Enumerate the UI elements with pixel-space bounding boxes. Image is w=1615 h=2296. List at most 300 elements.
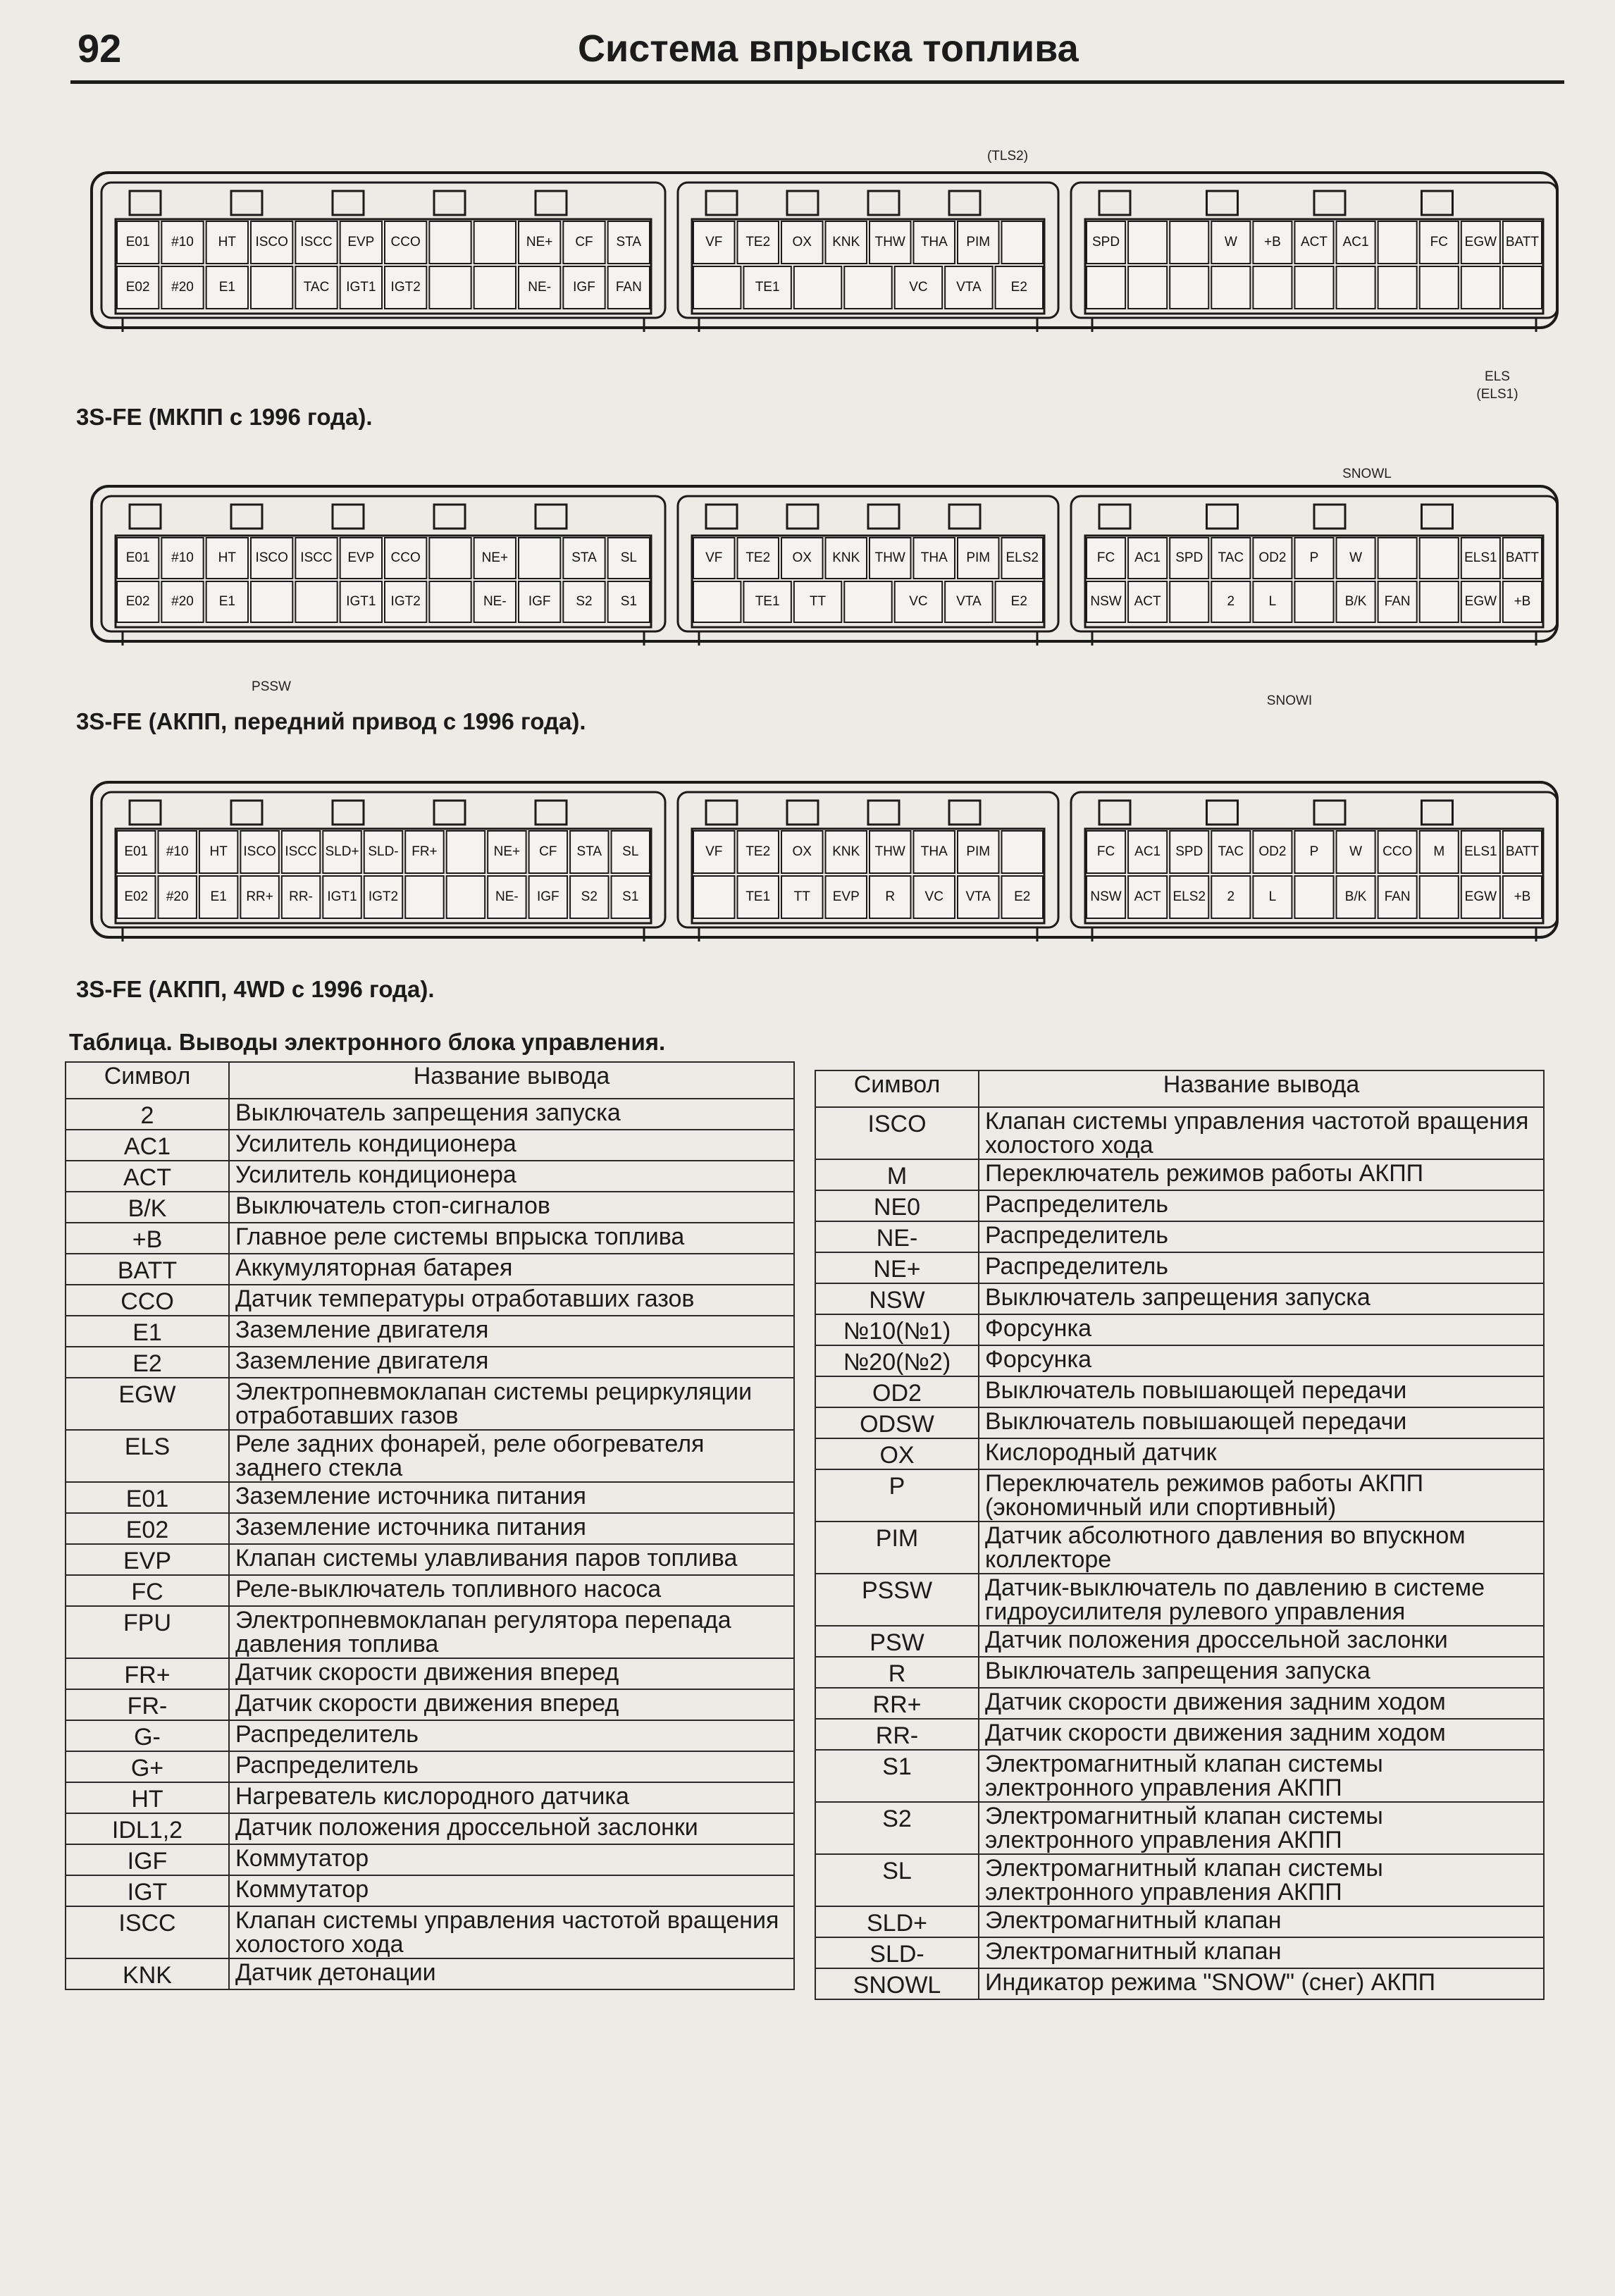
connector-pin-label: EGW [1464, 235, 1497, 250]
connector-pin [429, 266, 471, 309]
table-row [66, 1606, 794, 1658]
pin-name: Форсунка [979, 1345, 1544, 1376]
connector-pin-label: 2 [1227, 889, 1235, 905]
pin-symbol: NSW [815, 1283, 979, 1314]
connector-pin-label: IGT2 [390, 594, 421, 610]
connector-pin-label: CCO [390, 235, 421, 250]
connector-svg-mt [85, 149, 1564, 402]
connector-pin-label: E02 [125, 594, 150, 610]
table-title: Таблица. Выводы электронного блока управления. [69, 1029, 666, 1055]
connector-pin-label: IGT1 [346, 594, 376, 610]
connector-pin [429, 538, 471, 579]
pin-name: Клапан системы управления частотой вращения холостого хода [979, 1107, 1544, 1159]
table-row [66, 1430, 794, 1482]
connector-pin-label: S2 [581, 889, 598, 905]
pin-symbol: IGF [66, 1844, 229, 1875]
pin-symbol: EGW [66, 1378, 229, 1430]
connector-pin [1503, 266, 1542, 309]
pin-symbol: SL [815, 1854, 979, 1906]
pin-name: Заземление источника питания [229, 1482, 794, 1513]
table-row [66, 1192, 794, 1223]
connector-pin-label: CF [575, 235, 593, 250]
table-row [815, 1407, 1544, 1438]
connector-pin-label: FAN [1384, 594, 1411, 610]
pin-symbol: BATT [66, 1254, 229, 1285]
pin-name: Датчик положения дроссельной заслонки [229, 1813, 794, 1844]
pin-name: Выключатель стоп-сигналов [229, 1192, 794, 1223]
pin-name: Выключатель повышающей передачи [979, 1376, 1544, 1407]
connector-pin-label: NE- [495, 889, 519, 905]
table-row [66, 1875, 794, 1906]
pin-name: Выключатель повышающей передачи [979, 1407, 1544, 1438]
pin-symbol: S1 [815, 1750, 979, 1802]
pin-name: Нагреватель кислородного датчика [229, 1782, 794, 1813]
table-row [815, 1574, 1544, 1626]
connector-pin-label: AC1 [1134, 844, 1161, 860]
connector-pin-label: BATT [1505, 550, 1540, 566]
table-row [66, 1689, 794, 1720]
connector-callout: PSSW [252, 679, 291, 694]
connector-pin-label: ISCO [243, 844, 276, 860]
pin-name: Переключатель режимов работы АКПП (экономичный или спортивный) [979, 1469, 1544, 1522]
connector-pin [447, 831, 485, 873]
connector-pin-label: KNK [832, 844, 860, 860]
connector-pin-label: PIM [966, 550, 991, 566]
connector-pin-label: KNK [832, 235, 860, 250]
connector-pin-label: VC [909, 594, 928, 610]
connector-pin-label: OX [792, 844, 812, 860]
pin-symbol: SLD- [815, 1937, 979, 1968]
connector-pin-label: CCO [1382, 844, 1413, 860]
pin-symbol: PIM [815, 1522, 979, 1574]
pin-name: Выключатель запрещения запуска [979, 1657, 1544, 1688]
pin-name: Реле задних фонарей, реле обогревателя заднего стекла [229, 1430, 794, 1482]
connector-pin-label: THW [874, 235, 905, 250]
table-row [66, 1751, 794, 1782]
table-row [66, 1958, 794, 1989]
connector-svg-at-ff [85, 465, 1564, 726]
connector-pin [844, 581, 891, 622]
connector-pin-label: SPD [1175, 844, 1203, 860]
column-header-name: Название вывода [229, 1062, 794, 1099]
table-row [815, 1522, 1544, 1574]
connector-pin-label: FAN [615, 280, 642, 295]
table-row [66, 1482, 794, 1513]
connector-pin [251, 266, 292, 309]
pin-symbol: B/K [66, 1192, 229, 1223]
connector-pin-label: VC [909, 280, 928, 295]
connector-pin [474, 221, 516, 264]
pin-symbol: FC [66, 1575, 229, 1606]
connector-pin-label: ISCC [285, 844, 317, 860]
connector-pin-label: ACT [1301, 235, 1328, 250]
pin-symbol: G- [66, 1720, 229, 1751]
pin-symbol: M [815, 1159, 979, 1190]
connector-pin-label: SPD [1092, 235, 1120, 250]
pin-symbol: №10(№1) [815, 1314, 979, 1345]
connector-pin-label: FC [1096, 550, 1115, 566]
connector-pin-label: TT [809, 594, 827, 610]
connector-pin-label: +B [1514, 889, 1531, 905]
connector-pin-label: OX [792, 235, 812, 250]
connector-pin-label: HT [218, 235, 236, 250]
table-row [66, 1378, 794, 1430]
header-rule [70, 80, 1564, 84]
column-header-symbol: Символ [815, 1070, 979, 1107]
pin-name: Распределитель [979, 1190, 1544, 1221]
connector-pin [693, 581, 741, 622]
connector-pin-label: NE- [528, 280, 552, 295]
pin-symbol: CCO [66, 1285, 229, 1316]
connector-pin-label: TE2 [745, 235, 771, 250]
connector-pin [1420, 876, 1459, 918]
connector-pin-label: IGF [528, 594, 551, 610]
table-row [815, 1469, 1544, 1522]
pin-name: Распределитель [229, 1720, 794, 1751]
connector-pin-label: SL [620, 550, 637, 566]
connector-pin-label: FC [1096, 844, 1115, 860]
connector-section [678, 792, 1058, 942]
table-row [815, 1937, 1544, 1968]
connector-pin-label: EVP [347, 550, 375, 566]
connector-pin-label: NSW [1090, 889, 1122, 905]
pin-name: Переключатель режимов работы АКПП [979, 1159, 1544, 1190]
connector-pin [295, 581, 337, 622]
connector-pin-label: KNK [832, 550, 860, 566]
connector-pin [1294, 876, 1333, 918]
table-row [66, 1782, 794, 1813]
connector-pin-label: AC1 [1342, 235, 1369, 250]
connector-pin-label: PIM [966, 235, 991, 250]
connector-diagram-at-ff [76, 465, 1564, 734]
connector-section [1071, 496, 1557, 646]
pin-symbol: ISCC [66, 1906, 229, 1958]
connector-pin-label: VF [705, 550, 723, 566]
pin-name: Коммутатор [229, 1844, 794, 1875]
connector-diagram-at-4wd [76, 761, 1564, 1002]
connector-pin [1211, 266, 1250, 309]
connector-pin-label: ISCC [300, 550, 333, 566]
connector-pin [1170, 266, 1208, 309]
connector-pin [693, 266, 741, 309]
pin-name: Электропневмоклапан системы рециркуляции отработавших газов [229, 1378, 794, 1430]
pin-name: Электромагнитный клапан [979, 1906, 1544, 1937]
connector-pin-label: ISCC [300, 235, 333, 250]
pin-name: Электропневмоклапан регулятора перепада давления топлива [229, 1606, 794, 1658]
connector-pin-label: VF [705, 235, 723, 250]
connector-pin-label: ELS2 [1005, 550, 1039, 566]
connector-pin-label: NE+ [481, 550, 509, 566]
pin-name: Усилитель кондиционера [229, 1161, 794, 1192]
connector-pin-label: #10 [171, 550, 194, 566]
connector-pin-label: E01 [125, 235, 150, 250]
connector-pin-label: THA [920, 235, 948, 250]
connector-pin-label: EVP [347, 235, 375, 250]
pin-symbol: IGT [66, 1875, 229, 1906]
connector-pin [1294, 266, 1333, 309]
table-row [815, 1159, 1544, 1190]
connector-pin [693, 876, 735, 918]
table-body-right [815, 1107, 1544, 1999]
page-title: Система впрыска топлива [578, 27, 1079, 70]
pin-symbol: №20(№2) [815, 1345, 979, 1376]
table-row [815, 1750, 1544, 1802]
pin-symbol: ODSW [815, 1407, 979, 1438]
table-row [66, 1285, 794, 1316]
connector-pin-label: EVP [832, 889, 860, 905]
pin-name: Заземление двигателя [229, 1316, 794, 1347]
connector-pin-label: NE- [483, 594, 507, 610]
connector-pin-label: ELS2 [1172, 889, 1206, 905]
pin-symbol: HT [66, 1782, 229, 1813]
pin-name: Датчик абсолютного давления во впускном коллекторе [979, 1522, 1544, 1574]
connector-pin-label: E2 [1014, 889, 1031, 905]
pin-symbol: RR+ [815, 1688, 979, 1719]
connector-section [1071, 792, 1557, 942]
connector-pin-label: E01 [125, 550, 150, 566]
connector-pin-label: #20 [166, 889, 189, 905]
connector-pin [1420, 538, 1459, 579]
connector-pin-label: THW [874, 550, 905, 566]
connector-callout: SNOWL [1342, 467, 1392, 481]
connector-callout: (TLS2) [986, 149, 1029, 163]
connector-pin-label: +B [1514, 594, 1531, 610]
connector-pin-label: TE1 [755, 594, 780, 610]
connector-pin-label: W [1349, 844, 1363, 860]
table-row [66, 1720, 794, 1751]
table-row [815, 1314, 1544, 1345]
connector-pin-label: SL [622, 844, 639, 860]
pin-symbol: E02 [66, 1513, 229, 1544]
connector-pin-label: IGT1 [327, 889, 357, 905]
connector-pin [1420, 266, 1459, 309]
pin-name: Главное реле системы впрыска топлива [229, 1223, 794, 1254]
pin-symbol: FR- [66, 1689, 229, 1720]
connector-pin-label: #20 [171, 594, 194, 610]
pin-name: Электромагнитный клапан системы электронного управления АКПП [979, 1802, 1544, 1854]
connector-pin-label: FC [1430, 235, 1448, 250]
table-row [815, 1190, 1544, 1221]
connector-pin-label: +B [1264, 235, 1281, 250]
connector-pin-label: FR+ [412, 844, 438, 860]
pin-name: Датчик положения дроссельной заслонки [979, 1626, 1544, 1657]
page-number: 92 [78, 26, 122, 70]
connector-pin-label: L [1268, 889, 1277, 905]
table-row [815, 1252, 1544, 1283]
connector-pin-label: IGF [573, 280, 595, 295]
connector-pin-label: ISCO [255, 550, 288, 566]
pin-symbol: E01 [66, 1482, 229, 1513]
connector-pin-label: HT [209, 844, 228, 860]
connector-pin [1420, 581, 1459, 622]
table-row [66, 1316, 794, 1347]
connector-pin-label: IGT1 [346, 280, 376, 295]
table-row [815, 1283, 1544, 1314]
connector-pin-label: RR- [289, 889, 313, 905]
pin-name: Усилитель кондиционера [229, 1130, 794, 1161]
pin-symbol: S2 [815, 1802, 979, 1854]
connector-pin-label: THA [920, 844, 948, 860]
pin-symbol: PSSW [815, 1574, 979, 1626]
connector-callout: (ELS1) [1476, 387, 1518, 402]
connector-pin-label: E02 [124, 889, 149, 905]
connector-pin-label: OD2 [1258, 550, 1287, 566]
connector-caption-at-ff: 3S-FE (АКПП, передний привод с 1996 года). [76, 708, 586, 734]
connector-pin-label: M [1433, 844, 1445, 860]
connector-pin-label: VF [705, 844, 723, 860]
connector-svg-at-4wd [85, 761, 1564, 1001]
connector-pin-label: 2 [1227, 594, 1235, 610]
pin-symbol: NE- [815, 1221, 979, 1252]
pin-symbol: 2 [66, 1099, 229, 1130]
connector-pin-label: ELS1 [1464, 550, 1497, 566]
pin-symbol: OX [815, 1438, 979, 1469]
pin-symbol: RR- [815, 1719, 979, 1750]
connector-pin [844, 266, 891, 309]
pin-symbol: E2 [66, 1347, 229, 1378]
connector-pin [1378, 538, 1417, 579]
pin-name: Индикатор режима "SNOW" (снег) АКПП [979, 1968, 1544, 1999]
pin-symbol: FPU [66, 1606, 229, 1658]
connector-pin-label: #20 [171, 280, 194, 295]
pin-name: Реле-выключатель топливного насоса [229, 1575, 794, 1606]
connector-pin-label: FAN [1384, 889, 1411, 905]
pin-name: Выключатель запрещения запуска [979, 1283, 1544, 1314]
connector-pin-label: E01 [124, 844, 149, 860]
connector-pin-label: NE+ [493, 844, 521, 860]
pin-name: Заземление двигателя [229, 1347, 794, 1378]
pin-name: Клапан системы улавливания паров топлива [229, 1544, 794, 1575]
connector-pin [1002, 221, 1044, 264]
table-row [815, 1376, 1544, 1407]
connector-pin-label: BATT [1505, 844, 1540, 860]
connector-pin-label: CF [539, 844, 557, 860]
pin-symbol: FR+ [66, 1658, 229, 1689]
pin-symbol: ACT [66, 1161, 229, 1192]
connector-pin-label: TE1 [755, 280, 780, 295]
table-row [815, 1968, 1544, 1999]
connector-pin [251, 581, 292, 622]
pin-symbol: R [815, 1657, 979, 1688]
connector-callout: ELS [1485, 369, 1510, 384]
connector-pin-label: TE2 [745, 550, 771, 566]
connector-pin-label: EGW [1464, 594, 1497, 610]
connector-pin [519, 538, 560, 579]
connector-caption-mt: 3S-FE (МКПП с 1996 года). [76, 404, 373, 430]
connector-pin-label: RR+ [246, 889, 273, 905]
connector-pin [1337, 266, 1375, 309]
connector-pin-label: TE2 [745, 844, 771, 860]
connector-pin-label: B/K [1344, 889, 1367, 905]
connector-section [1071, 183, 1557, 332]
connector-pin-label: NE+ [526, 235, 553, 250]
pin-name: Датчик детонации [229, 1958, 794, 1989]
connector-pin-label: ELS1 [1464, 844, 1497, 860]
pin-name: Заземление источника питания [229, 1513, 794, 1544]
connector-pin-label: VTA [956, 280, 982, 295]
table-row [815, 1802, 1544, 1854]
connector-pin [405, 876, 443, 918]
table-row [66, 1130, 794, 1161]
pin-symbol: NE0 [815, 1190, 979, 1221]
table-row [815, 1438, 1544, 1469]
pin-symbol: +B [66, 1223, 229, 1254]
pin-name: Аккумуляторная батарея [229, 1254, 794, 1285]
connector-pin-label: #10 [166, 844, 189, 860]
table-row [815, 1626, 1544, 1657]
connector-pin-label: TAC [303, 280, 330, 295]
table-row [66, 1844, 794, 1875]
connector-pin-label: TAC [1218, 550, 1244, 566]
pin-name: Датчик скорости движения задним ходом [979, 1719, 1544, 1750]
connector-pin-label: E02 [125, 280, 150, 295]
table-row [66, 1161, 794, 1192]
connector-pin-label: ACT [1134, 594, 1161, 610]
connector-pin [429, 221, 471, 264]
connector-pin-label: #10 [171, 235, 194, 250]
table-row [66, 1513, 794, 1544]
pin-symbol: KNK [66, 1958, 229, 1989]
pin-symbol: EVP [66, 1544, 229, 1575]
pin-name: Клапан системы управления частотой вращения холостого хода [229, 1906, 794, 1958]
connector-pin-label: P [1309, 844, 1319, 860]
connector-pin-label: W [1349, 550, 1363, 566]
connector-pin-label: TT [793, 889, 810, 905]
connector-pin-label: E2 [1010, 594, 1027, 610]
pin-name: Электромагнитный клапан [979, 1937, 1544, 1968]
table-row [66, 1544, 794, 1575]
table-row [66, 1575, 794, 1606]
connector-pin [447, 876, 485, 918]
connector-pin-label: OX [792, 550, 812, 566]
page-header [70, 21, 1564, 78]
connector-pin [1128, 221, 1167, 264]
connector-pin-label: ACT [1134, 889, 1161, 905]
connector-pin-label: IGF [537, 889, 559, 905]
table-row [66, 1658, 794, 1689]
connector-pin [1378, 266, 1417, 309]
pin-name: Электромагнитный клапан системы электронного управления АКПП [979, 1750, 1544, 1802]
connector-pin-label: S1 [620, 594, 637, 610]
pin-table-left [65, 1061, 795, 1990]
pin-name: Выключатель запрещения запуска [229, 1099, 794, 1130]
connector-pin-label: B/K [1344, 594, 1367, 610]
connector-section [101, 792, 665, 942]
connector-pin-label: ISCO [255, 235, 288, 250]
pin-name: Электромагнитный клапан системы электронного управления АКПП [979, 1854, 1544, 1906]
table-row [66, 1223, 794, 1254]
connector-section [101, 496, 665, 646]
pin-name: Датчик-выключатель по давлению в системе гидроусилителя рулевого управления [979, 1574, 1544, 1626]
table-header-row [815, 1070, 1544, 1107]
pin-symbol: NE+ [815, 1252, 979, 1283]
connector-pin [1128, 266, 1167, 309]
table-row [66, 1254, 794, 1285]
connector-pin-label: STA [576, 844, 602, 860]
connector-pin-label: VTA [965, 889, 991, 905]
pin-table-right [815, 1070, 1545, 2000]
connector-pin [474, 266, 516, 309]
table-header-row [66, 1062, 794, 1099]
connector-pin-label: THW [874, 844, 905, 860]
pin-name: Коммутатор [229, 1875, 794, 1906]
connector-pin-label: E2 [1010, 280, 1027, 295]
connector-section [101, 183, 665, 332]
connector-pin-label: NSW [1090, 594, 1122, 610]
connector-pin-label: SPD [1175, 550, 1203, 566]
connector-pin-label: IGT2 [390, 280, 421, 295]
pin-symbol: PSW [815, 1626, 979, 1657]
